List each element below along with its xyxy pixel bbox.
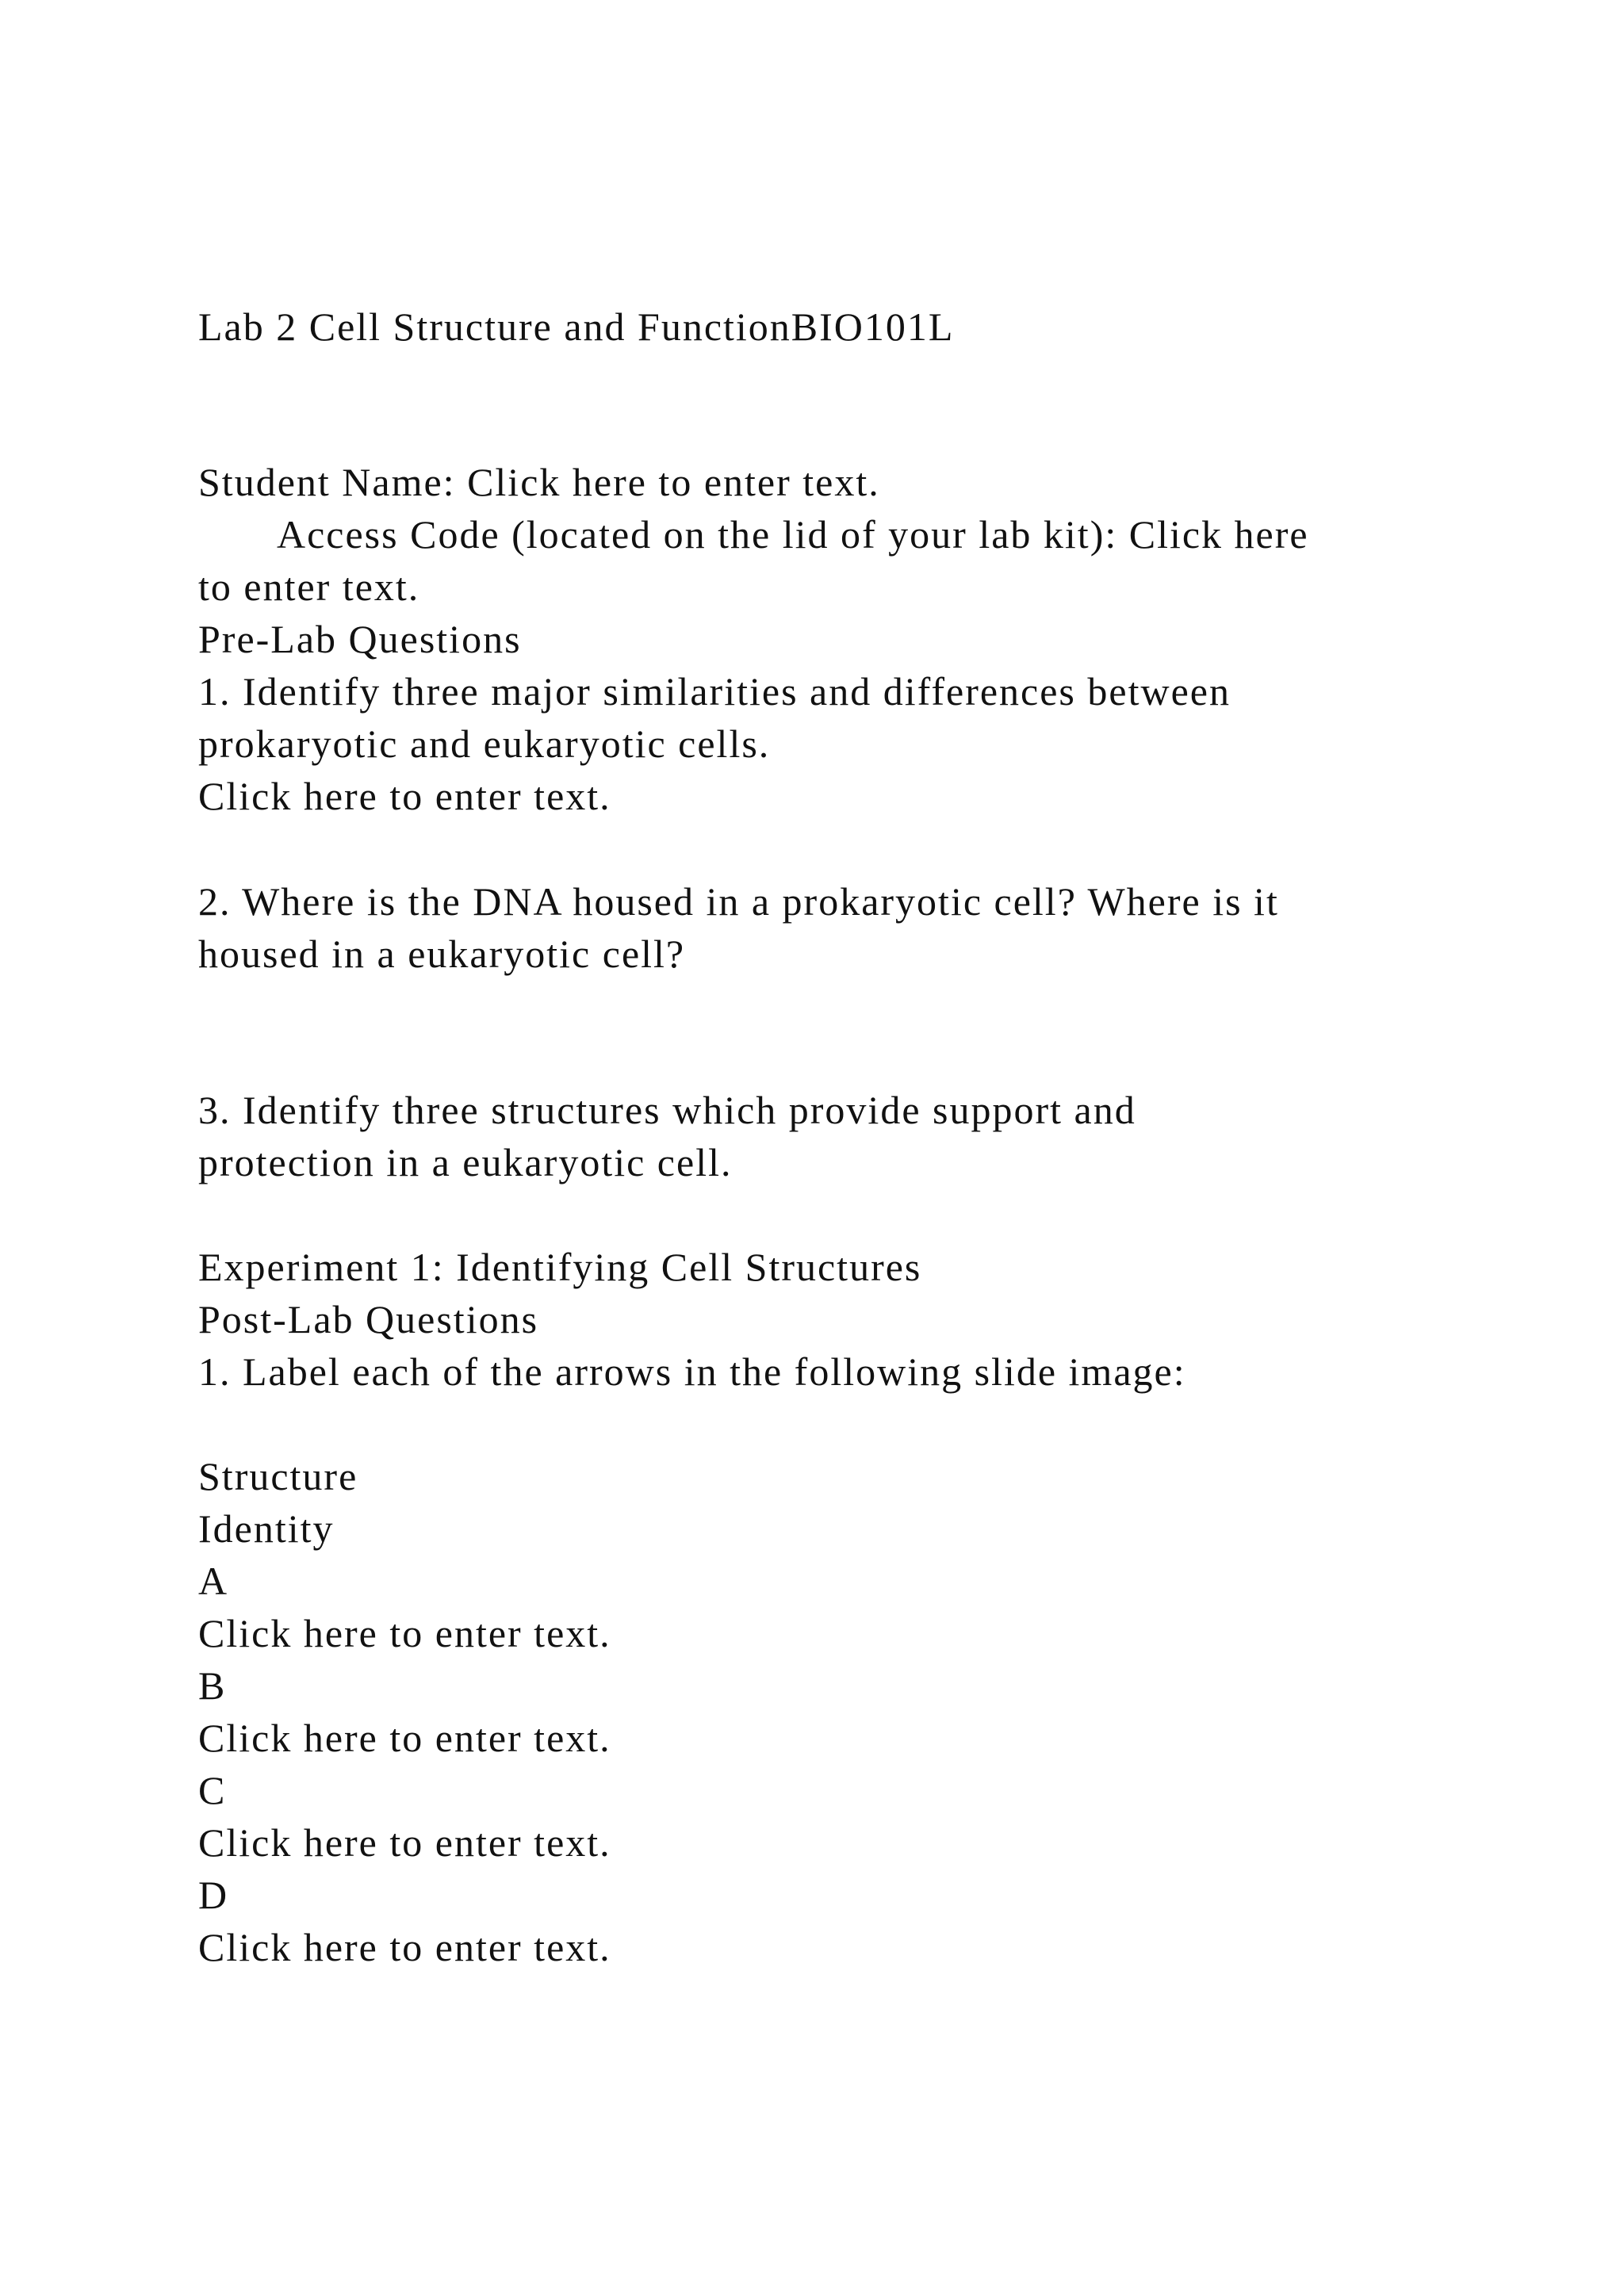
structure-label-c: C [198,1768,227,1812]
pre-lab-question-1-answer-field[interactable]: Click here to enter text. [198,774,611,818]
identity-field-d[interactable]: Click here to enter text. [198,1925,611,1969]
structure-label-a: A [198,1559,229,1603]
identity-field-b[interactable]: Click here to enter text. [198,1716,611,1760]
identity-field-c[interactable]: Click here to enter text. [198,1820,611,1865]
table-header-structure: Structure [198,1454,358,1498]
student-name-field[interactable]: Click here to enter text. [467,460,880,504]
pre-lab-question-3-line-1: 3. Identify three structures which provide support and [198,1088,1136,1132]
pre-lab-question-2-line-2: housed in a eukaryotic cell? [198,932,686,976]
pre-lab-heading: Pre-Lab Questions [198,617,522,661]
student-name-line [198,456,880,508]
student-name-label: Student Name: [198,460,468,504]
identity-field-a[interactable]: Click here to enter text. [198,1611,611,1655]
post-lab-heading: Post-Lab Questions [198,1297,539,1341]
post-lab-question-1: 1. Label each of the arrows in the following slide image: [198,1349,1186,1394]
access-code-line-2[interactable]: to enter text. [198,564,420,609]
access-code-line-1[interactable]: Access Code (located on the lid of your lab kit): Click here [277,512,1309,557]
experiment-1-heading: Experiment 1: Identifying Cell Structures [198,1245,922,1289]
document-title: Lab 2 Cell Structure and FunctionBIO101L [198,304,955,349]
pre-lab-question-1-line-1: 1. Identify three major similarities and differences between [198,669,1231,714]
pre-lab-question-1-line-2: prokaryotic and eukaryotic cells. [198,721,771,766]
structure-label-b: B [198,1663,227,1708]
structure-label-d: D [198,1873,229,1917]
table-header-identity: Identity [198,1506,335,1551]
pre-lab-question-3-line-2: protection in a eukaryotic cell. [198,1140,733,1184]
pre-lab-question-2-line-1: 2. Where is the DNA housed in a prokaryotic cell? Where is it [198,879,1279,924]
